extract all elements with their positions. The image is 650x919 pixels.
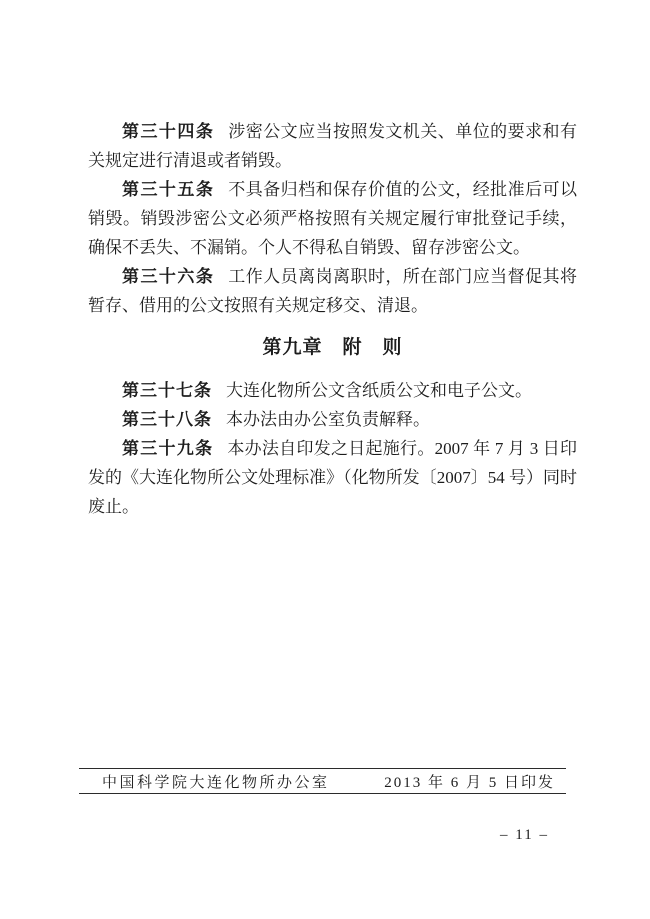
article-paragraph (88, 262, 577, 320)
article-number: 第三十八条 (122, 410, 212, 429)
article-paragraph (88, 175, 577, 262)
article-number: 第三十七条 (122, 381, 212, 400)
article-text: 本办法由办公室负责解释。 (226, 410, 430, 429)
article-paragraph (88, 117, 577, 175)
colophon-bar (79, 768, 566, 794)
article-text: 不具备归档和保存价值的公文，经批准后可以销毁。销毁涉密公文必须严格按照有关规定履行审批登记手续，确保不丢失、不漏销。个人不得私自销毁、留存涉密公文。 (88, 180, 578, 257)
print-date: 2013 年 6 月 5 日印发 (384, 774, 555, 791)
article-text: 工作人员离岗离职时，所在部门应当督促其将暂存、借用的公文按照有关规定移交、清退。 (88, 267, 578, 315)
article-paragraph (88, 376, 577, 405)
article-number: 第三十六条 (122, 267, 215, 286)
article-text: 大连化物所公文含纸质公文和电子公文。 (226, 381, 532, 400)
article-number: 第三十九条 (122, 439, 214, 458)
article-number: 第三十五条 (122, 180, 215, 199)
article-number: 第三十四条 (122, 122, 215, 141)
article-text: 涉密公文应当按照发文机关、单位的要求和有关规定进行清退或者销毁。 (88, 122, 578, 170)
article-text: 本办法自印发之日起施行。2007 年 7 月 3 日印发的《大连化物所公文处理标准》（化物所发〔2007〕54 号）同时废止。 (88, 439, 578, 516)
issuing-office: 中国科学院大连化物所办公室 (102, 774, 330, 791)
article-paragraph (88, 405, 577, 434)
article-paragraph (88, 434, 577, 521)
page-number: – 11 – (500, 827, 549, 843)
document-body (88, 117, 577, 521)
chapter-heading: 第九章 附 则 (262, 337, 403, 358)
